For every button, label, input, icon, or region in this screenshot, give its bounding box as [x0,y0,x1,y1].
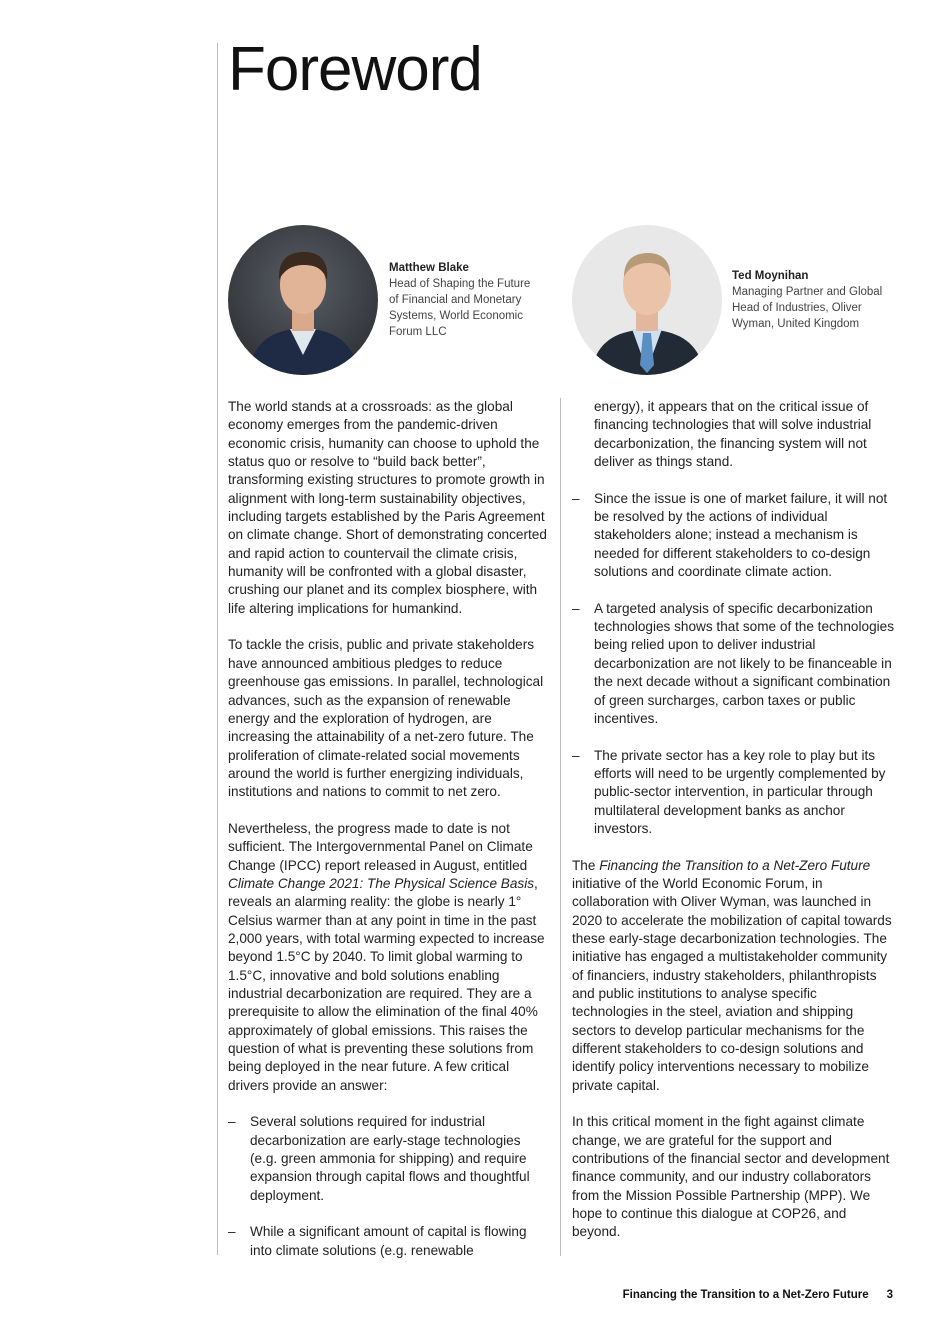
paragraph: Nevertheless, the progress made to date is not sufficient. The Intergovernmental Panel on Climate Change (IPCC) report released in August, entitled Climate Change 2021: The Physical Science Basis, reveals an alarming reality: the globe is nearly 1° Celsius warmer than at any point in time in the past 2,000 years, with total warming expected to increase beyond 1.5°C by 2040. To limit global warming to 1.5°C, innovative and bold solutions enabling industrial decarbonization are required. They are a prerequisite to allow the elimination of the final 40% approximately of global emissions. This raises the question of what is preventing these solutions from being deployed in the near future. A few critical drivers provide an answer: [228,820,545,1093]
page-title: Foreword [228,35,482,104]
author-bio-ted-moynihan [732,268,892,332]
bullet-dash: – [228,1224,236,1240]
paragraph: The world stands at a crossroads: as the global economy emerges from the pandemic-driven economic crisis, humanity can choose to uphold the status quo or resolve to “build back better”, transforming existing structures to promote growth in alignment with long-term sustainability objectives, including targets established by the Paris Agreement on climate change. Short of demonstrating concerted and rapid action to countervail the climate crisis, humanity will be confronted with a global disaster, crushing our planet and its complex biosphere, with life altering implications for humankind. [228,399,547,616]
list-item: – Since the issue is one of market failure, it will not be resolved by the actions of individual stakeholders alone; instead a mechanism is needed for different stakeholders to co-design solutions and coordinate climate action. [572,490,888,580]
page-footer [623,1289,893,1301]
margin-rule [217,43,218,1255]
footer-title: Financing the Transition to a Net-Zero Future [622,1289,869,1301]
column-divider [560,398,561,1256]
author-name: Matthew Blake [389,262,469,274]
portrait-illustration [228,225,378,375]
author-role: Managing Partner and Global Head of Industries, Oliver Wyman, United Kingdom [732,286,883,330]
left-column [228,398,550,1279]
bullet-dash: – [228,1114,236,1130]
initiative-title: Financing the Transition to a Net-Zero Future [599,857,871,873]
author-role: Head of Shaping the Future of Financial and Monetary Systems, World Economic Forum LLC [389,278,531,338]
bullet-dash: – [572,747,580,763]
list-item: – While a significant amount of capital is flowing into climate solutions (e.g. renewable [228,1224,527,1258]
paragraph: To tackle the crisis, public and private stakeholders have announced ambitious pledges to reduce greenhouse gas emissions. In parallel, technological advances, such as the expansion of renewable energy and the exploration of hydrogen, are increasing the attainability of a net-zero future. The proliferation of climate-related social movements around the world is further energizing individuals, institutions and nations to commit to net zero. [228,637,544,800]
right-column [572,398,894,1260]
list-item-continuation: energy), it appears that on the critical issue of financing technologies that will solve industrial decarbonization, the financing system will not deliver as things stand. [594,399,872,470]
page-number: 3 [886,1289,893,1301]
list-item: – The private sector has a key role to play but its efforts will need to be urgently complemented by public-sector intervention, in particular through multilateral development banks as anchor investors. [572,747,886,836]
portrait-illustration [572,225,722,375]
report-title: Climate Change 2021: The Physical Science Basis [228,875,535,891]
list-item: – A targeted analysis of specific decarbonization technologies shows that some of the technologies being relied upon to deliver industrial decarbonization are not likely to be financeable in the next decade without a significant combination of green surcharges, carbon taxes or public incentives. [572,600,895,726]
paragraph: The Financing the Transition to a Net-Zero Future initiative of the World Economic Forum, in collaboration with Oliver Wyman, was launched in 2020 to accelerate the mobilization of capital towards these early-stage decarbonization technologies. The initiative has engaged a multistakeholder community of financiers, industry stakeholders, philanthropists and public institutions to analyse specific technologies in the steel, aviation and shipping sectors to develop particular mechanisms for the different stakeholders to co-design solutions and identify policy interventions necessary to mobilize private capital. [572,857,892,1093]
paragraph: In this critical moment in the fight against climate change, we are grateful for the support and contributions of the financial sector and development finance community, and our industry collaborators from the Mission Possible Partnership (MPP). We hope to continue this dialogue at COP26, and beyond. [572,1114,890,1240]
bullet-dash: – [572,600,580,616]
author-photo-matthew-blake [228,225,378,375]
bullet-dash: – [572,490,580,506]
author-name: Ted Moynihan [732,270,809,282]
author-photo-ted-moynihan [572,225,722,375]
author-bio-matthew-blake [389,260,539,340]
list-item: – Several solutions required for industrial decarbonization are early-stage technologies (e.g. green ammonia for shipping) and require expansion through capital flows and thoughtful deployment. [228,1114,530,1203]
